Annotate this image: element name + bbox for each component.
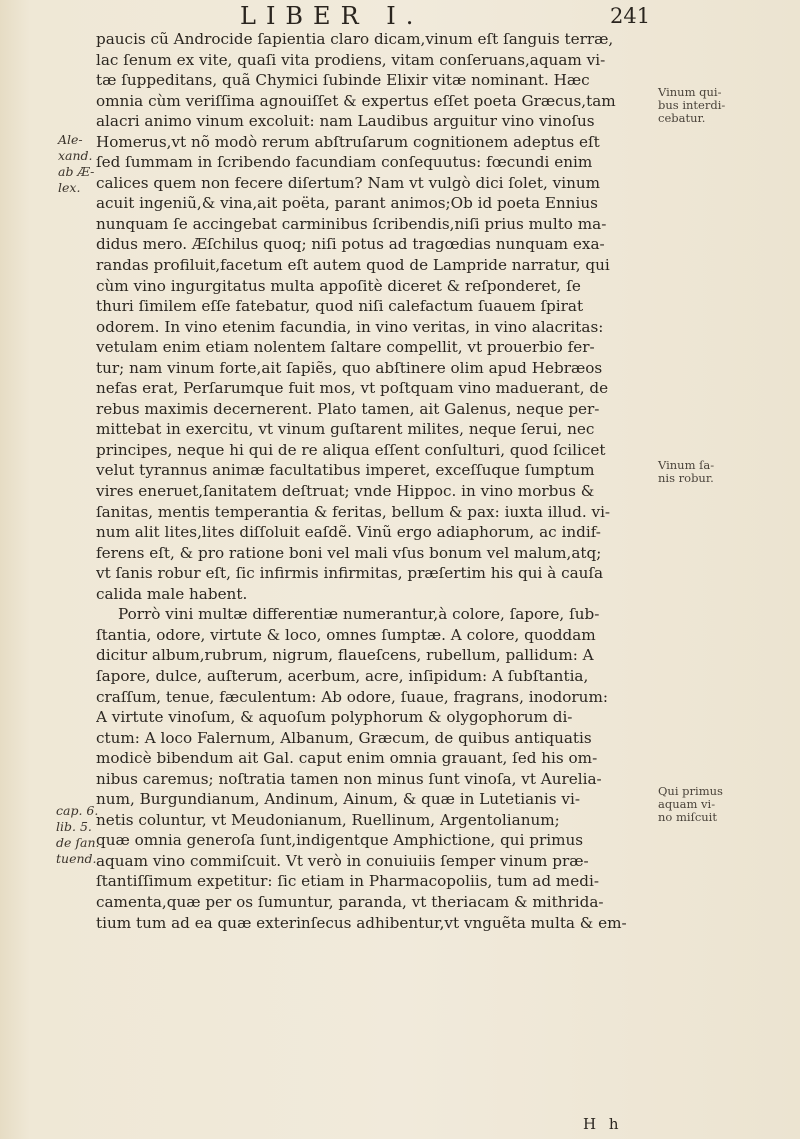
text-line: A virtute vinoſum, & aquoſum polyphorum & olygophorum di- [96, 708, 573, 727]
text-line: didus mero. Æſchilus quoq; niſi potus ad tragœdias nunquam exa- [96, 235, 605, 254]
margin-note-line: Vinum ſa- [658, 458, 715, 472]
margin-note-alexander [58, 132, 94, 196]
margin-note-qui-primus [658, 785, 723, 824]
text-line: Homerus,vt nõ modò rerum abſtruſarum cognitionem adeptus eſt [96, 132, 600, 151]
text-line: vires eneruet,ſanitatem deſtruat; vnde Hippoc. in vino morbus & [96, 482, 595, 501]
text-line: nefas erat, Perſarumque fuit mos, vt poſtquam vino maduerant, de [96, 379, 609, 398]
margin-note-line: cap. 6. [56, 803, 99, 818]
text-line: randas profiluit,facetum eſt autem quod de Lampride narratur, qui [96, 256, 610, 275]
margin-note-line: lib. 5. [56, 819, 92, 834]
text-line: tæ ſuppeditans, quã Chymici ſubinde Elixir vitæ nominant. Hæc [96, 71, 590, 90]
text-line: alacri animo vinum excoluit: nam Laudibus arguitur vino vinoſus [96, 112, 595, 131]
text-line: ferens eſt, & pro ratione boni vel mali vſus bonum vel malum,atq; [96, 543, 602, 562]
text-line: ſtantia, odore, virtute & loco, omnes ſumptæ. A colore, quoddam [96, 625, 596, 644]
text-line: rebus maximis decernerent. Plato tamen, ait Galenus, neque per- [96, 399, 600, 418]
running-head-title: LIBER I. [240, 2, 424, 30]
text-line: quæ omnia generoſa ſunt,indigentque Amphictione, qui primus [96, 831, 584, 850]
text-line: calices quem non fecere diſertum? Nam vt vulgò dici ſolet, vinum [96, 173, 601, 192]
text-line: thuri ſimilem eſſe fatebatur, quod niſi calefactum ſuauem ſpirat [96, 297, 584, 316]
text-line: ſed ſummam in ſcribendo facundiam conſequutus: fœcundi enim [96, 153, 593, 172]
catchword: H h [583, 1115, 623, 1133]
text-line: modicè bibendum ait Gal. caput enim omnia grauant, ſed his om- [96, 749, 598, 768]
margin-note-line: lex. [58, 180, 81, 195]
margin-note-vinum-sanis [658, 459, 714, 485]
text-line: tium tum ad ea quæ exterinſecus adhibentur,vt vnguẽta multa & em- [96, 913, 627, 932]
text-line: calida male habent. [96, 584, 248, 603]
text-line: odorem. In vino etenim facundia, in vino veritas, in vino alacritas: [96, 317, 604, 336]
text-line: num, Burgundianum, Andinum, Ainum, & quæ in Lutetianis vi- [96, 790, 580, 809]
margin-note-line: bus interdi- [658, 98, 726, 112]
margin-note-line: cebatur. [658, 111, 706, 125]
text-line: cùm vino ingurgitatus multa appoſitè diceret & reſponderet, ſe [96, 276, 581, 295]
page-number: 241 [610, 4, 651, 28]
text-line: vetulam enim etiam nolentem ſaltare compellit, vt prouerbio fer- [96, 338, 595, 357]
text-line: dicitur album,rubrum, nigrum, flaueſcens, rubellum, pallidum: A [96, 646, 594, 665]
text-line: ctum: A loco Falernum, Albanum, Græcum, de quibus antiquatis [96, 728, 592, 747]
text-line: vt ſanis robur eſt, ſic infirmis infirmitas, præſertim his qui à cauſa [96, 564, 604, 583]
text-line: camenta,quæ per os ſumuntur, paranda, vt theriacam & mithrida- [96, 892, 604, 911]
margin-note-line: aquam vi- [658, 797, 716, 811]
margin-note-line: de ſan. [56, 835, 100, 850]
margin-note-line: Vinum qui- [658, 85, 722, 99]
margin-note-vinum-interdicebatur [658, 86, 725, 125]
text-line: ſtantiſſimum expetitur: ſic etiam in Pharmacopoliis, tum ad medi- [96, 872, 599, 891]
body-text [96, 29, 648, 933]
text-line: acuit ingeniũ,& vina,ait poëta, parant animos;Ob id poeta Ennius [96, 194, 598, 213]
text-line: paucis cũ Androcide ſapientia claro dicam,vinum eſt ſanguis terræ, [96, 30, 614, 48]
running-head [0, 2, 800, 30]
text-line: num alit lites,lites diſſoluit eaſdẽ. Vinũ ergo adiaphorum, ac indif- [96, 523, 601, 542]
text-line: lac ſenum ex vite, quaſi vita prodiens, vitam conſeruans,aquam vi- [96, 50, 606, 69]
margin-note-line: nis robur. [658, 471, 714, 485]
text-line: nunquam ſe accingebat carminibus ſcribendis,niſi prius multo ma- [96, 214, 607, 233]
text-line: netis coluntur, vt Meudonianum, Ruellinum, Argentolianum; [96, 810, 560, 829]
margin-note-line: no miſcuit [658, 810, 717, 824]
margin-note-line: Ale- [58, 132, 83, 147]
text-line: velut tyrannus animæ facultatibus imperet, exceſſuque ſumptum [96, 461, 595, 480]
text-line: tur; nam vinum forte,ait ſapiẽs, quo abſtinere olim apud Hebræos [96, 358, 603, 377]
text-line: ſanitas, mentis temperantia & feritas, bellum & pax: iuxta illud. vi- [96, 502, 611, 521]
text-line: principes, neque hi qui de re aliqua eſſent conſulturi, quod ſcilicet [96, 440, 606, 459]
text-line: omnia cùm veriſſima agnouiſſet & expertus eſſet poeta Græcus,tam [96, 91, 616, 110]
text-line: aquam vino commiſcuit. Vt verò in conuiuiis ſemper vinum præ- [96, 851, 589, 870]
margin-note-line: xand. [58, 148, 93, 163]
margin-note-line: Qui primus [658, 784, 723, 798]
margin-note-chapter-ref [56, 803, 99, 867]
text-line: Porrò vini multæ differentiæ numerantur,à colore, ſapore, ſub- [118, 605, 600, 624]
margin-note-line: tuend. [56, 851, 97, 866]
margin-note-line: ab Æ- [58, 164, 95, 179]
text-line: nibus caremus; noſtratia tamen non minus ſunt vinoſa, vt Aurelia- [96, 769, 602, 788]
text-line: mittebat in exercitu, vt vinum guſtarent milites, neque ſerui, nec [96, 420, 595, 439]
text-line: craſſum, tenue, fæculentum: Ab odore, ſuaue, fragrans, inodorum: [96, 687, 608, 706]
text-line: ſapore, dulce, auſterum, acerbum, acre, inſipidum: A ſubſtantia, [96, 666, 589, 685]
